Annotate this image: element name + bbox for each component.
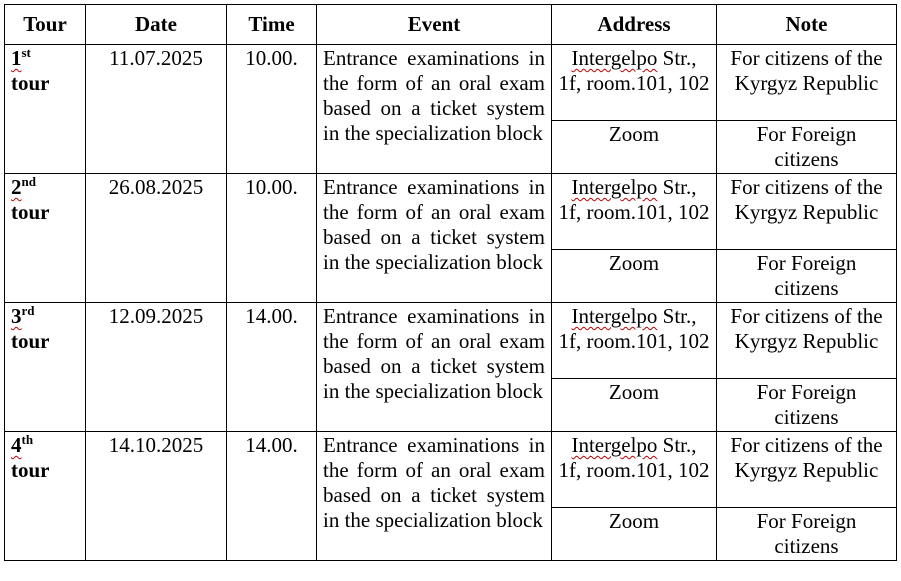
time-cell: 10.00. — [227, 174, 317, 303]
event-cell: Entrance examinations in the form of an oral exam based on a ticket system in the specialization block — [317, 303, 552, 432]
note-cell-local: For citizens of the Kyrgyz Republic — [717, 432, 897, 508]
exam-schedule-table — [4, 4, 897, 561]
tour-word: tour — [11, 329, 50, 353]
note-cell-foreign: For Foreign citizens — [717, 250, 897, 303]
address-cell — [552, 303, 717, 379]
address-street: Intergelpo — [571, 433, 658, 457]
event-cell: Entrance examinations in the form of an oral exam based on a ticket system in the specialization block — [317, 432, 552, 561]
event-cell: Entrance examinations in the form of an oral exam based on a ticket system in the specialization block — [317, 45, 552, 174]
tour-cell — [5, 432, 86, 561]
address-cell-online: Zoom — [552, 508, 717, 561]
address-rest: Str., 1f, room.101, 102 — [558, 175, 710, 224]
address-cell-online: Zoom — [552, 379, 717, 432]
time-cell: 10.00. — [227, 45, 317, 174]
header-time: Time — [227, 5, 317, 45]
address-street: Intergelpo — [571, 46, 658, 70]
table-row — [5, 432, 897, 508]
tour-cell — [5, 45, 86, 174]
tour-word: tour — [11, 458, 50, 482]
tour-number: 2 — [11, 175, 22, 199]
header-address: Address — [552, 5, 717, 45]
note-cell-foreign: For Foreign citizens — [717, 379, 897, 432]
date-cell: 12.09.2025 — [86, 303, 227, 432]
address-cell — [552, 174, 717, 250]
note-cell-foreign: For Foreign citizens — [717, 121, 897, 174]
tour-word: tour — [11, 71, 50, 95]
note-cell-local: For citizens of the Kyrgyz Republic — [717, 45, 897, 121]
event-cell: Entrance examinations in the form of an oral exam based on a ticket system in the specialization block — [317, 174, 552, 303]
tour-ordinal-suffix: st — [21, 45, 31, 60]
table-row — [5, 303, 897, 379]
note-cell-foreign: For Foreign citizens — [717, 508, 897, 561]
address-cell-online: Zoom — [552, 121, 717, 174]
address-cell — [552, 432, 717, 508]
address-rest: Str., 1f, room.101, 102 — [558, 304, 710, 353]
header-tour: Tour — [5, 5, 86, 45]
date-cell: 26.08.2025 — [86, 174, 227, 303]
address-rest: Str., 1f, room.101, 102 — [558, 433, 710, 482]
header-date: Date — [86, 5, 227, 45]
note-cell-local: For citizens of the Kyrgyz Republic — [717, 174, 897, 250]
address-rest: Str., 1f, room.101, 102 — [558, 46, 710, 95]
address-cell — [552, 45, 717, 121]
time-cell: 14.00. — [227, 432, 317, 561]
tour-ordinal-suffix: th — [21, 432, 34, 447]
table-row — [5, 174, 897, 250]
time-cell: 14.00. — [227, 303, 317, 432]
tour-word: tour — [11, 200, 50, 224]
tour-cell — [5, 174, 86, 303]
address-street: Intergelpo — [571, 304, 658, 328]
date-cell: 14.10.2025 — [86, 432, 227, 561]
address-street: Intergelpo — [571, 175, 658, 199]
address-cell-online: Zoom — [552, 250, 717, 303]
note-cell-local: For citizens of the Kyrgyz Republic — [717, 303, 897, 379]
tour-ordinal-suffix: nd — [21, 174, 36, 189]
header-note: Note — [717, 5, 897, 45]
tour-ordinal-suffix: rd — [21, 303, 35, 318]
table-header-row — [5, 5, 897, 45]
tour-number: 1 — [11, 46, 22, 70]
date-cell: 11.07.2025 — [86, 45, 227, 174]
tour-cell — [5, 303, 86, 432]
tour-number: 4 — [11, 433, 22, 457]
header-event: Event — [317, 5, 552, 45]
table-row — [5, 45, 897, 121]
tour-number: 3 — [11, 304, 22, 328]
